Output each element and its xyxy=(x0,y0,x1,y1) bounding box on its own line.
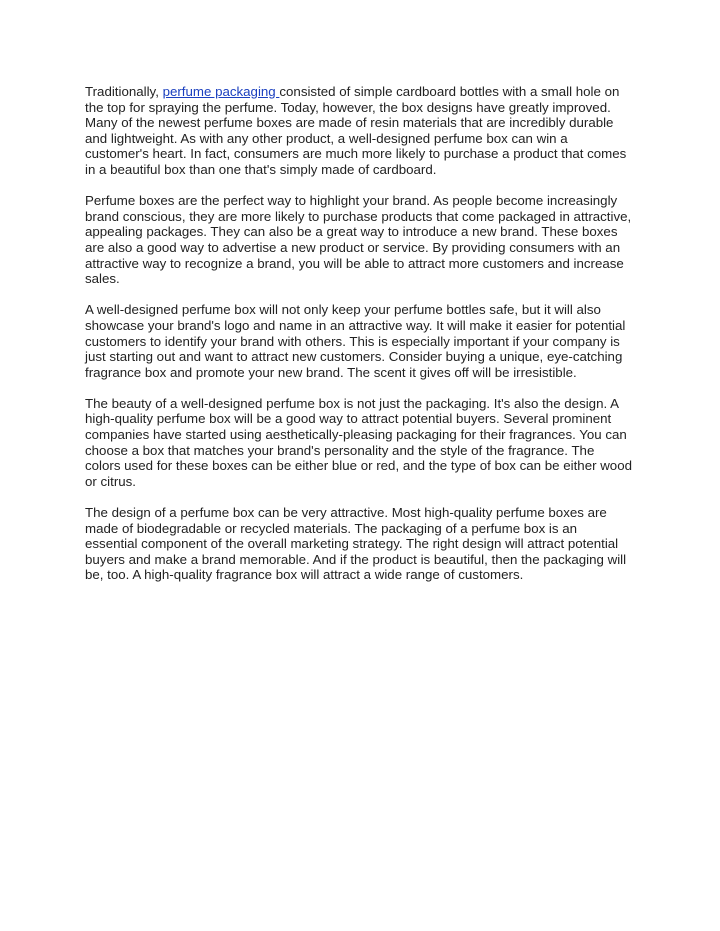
paragraph-1-intro: Traditionally, xyxy=(85,84,163,99)
paragraph-1 xyxy=(85,84,633,178)
document-body xyxy=(85,84,633,599)
perfume-packaging-link[interactable]: perfume packaging xyxy=(162,84,280,99)
paragraph-2: Perfume boxes are the perfect way to highlight your brand. As people become increasingly brand conscious, they are more likely to purchase products that come packaged in attractive, appealing packages. They can also be a great way to introduce a new brand. These boxes are also a good way to advertise a new product or service. By providing consumers with an attractive way to recognize a brand, you will be able to attract more customers and increase sales. xyxy=(85,193,632,287)
paragraph-1-rest: consisted of simple cardboard bottles with a small hole on the top for spraying the perfume. Today, however, the box designs have greatly improved. Many of the newest perfume boxes are made of resin materials that are incredibly durable and lightweight. As with any other product, a well-designed perfume box can win a customer's heart. In fact, consumers are much more likely to purchase a product that comes in a beautiful box than one that's simply made of cardboard. xyxy=(85,84,627,177)
paragraph-4: The beauty of a well-designed perfume box is not just the packaging. It's also the design. A high-quality perfume box will be a good way to attract potential buyers. Several prominent companies have started using aesthetically-pleasing packaging for their fragrances. You can choose a box that matches your brand's personality and the style of the fragrance. The colors used for these boxes can be either blue or red, and the type of box can be either wood or citrus. xyxy=(85,395,632,489)
paragraph-5: The design of a perfume box can be very attractive. Most high-quality perfume boxes are made of biodegradable or recycled materials. The packaging of a perfume box is an essential component of the overall marketing strategy. The right design will attract potential buyers and make a brand memorable. And if the product is beautiful, then the packaging will be, too. A high-quality fragrance box will attract a wide range of customers. xyxy=(85,505,627,583)
paragraph-3: A well-designed perfume box will not only keep your perfume bottles safe, but it will also showcase your brand's logo and name in an attractive way. It will make it easier for potential customers to identify your brand with others. This is especially important if your company is just starting out and want to attract new customers. Consider buying a unique, eye-catching fragrance box and promote your new brand. The scent it gives off will be irresistible. xyxy=(85,302,626,380)
